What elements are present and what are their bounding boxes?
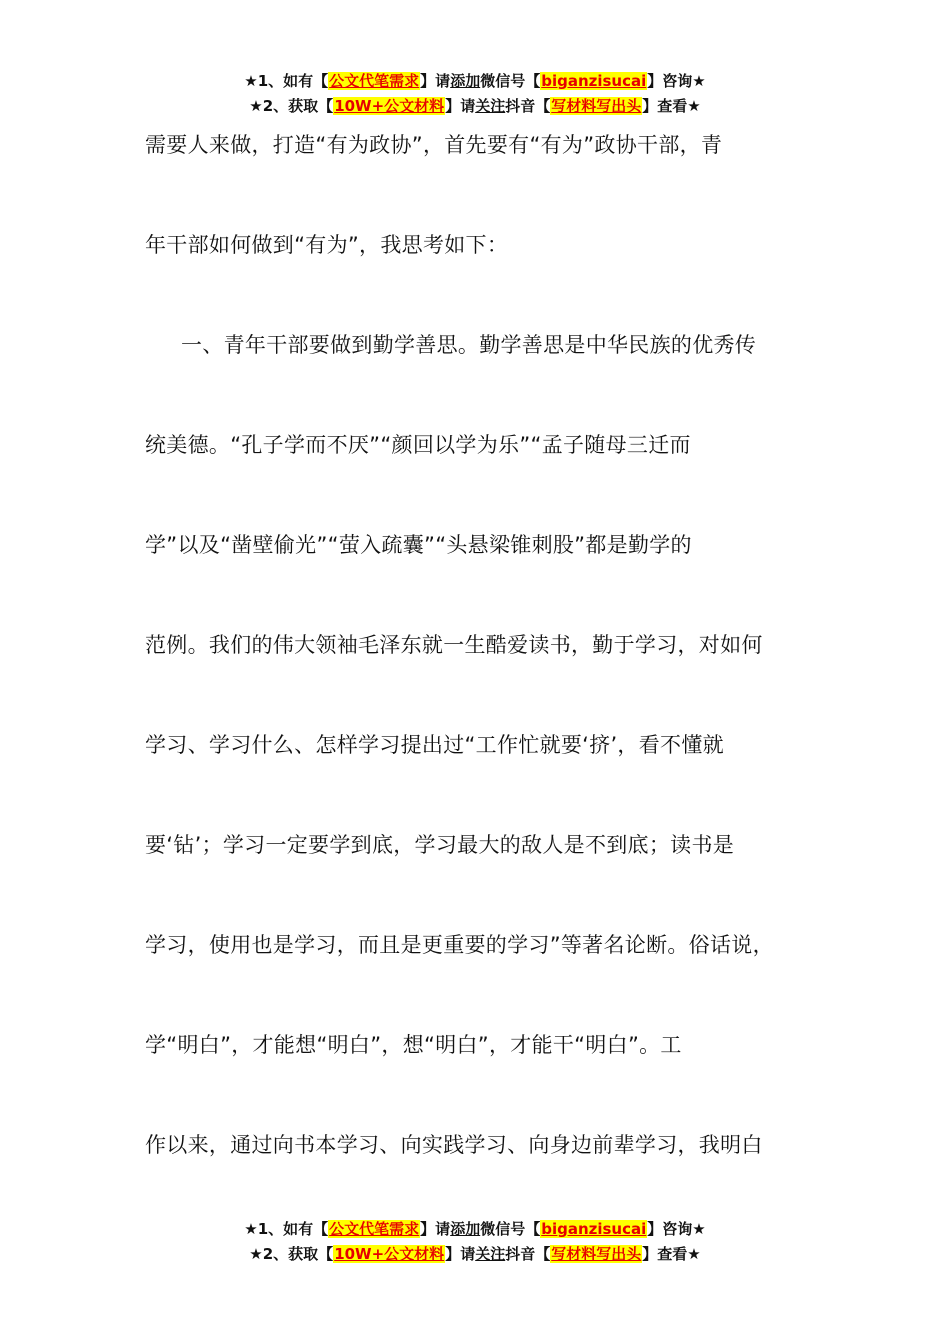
body-line: 学习、学习什么、怎样学习提出过“工作忙就要‘挤’，看不懂就 bbox=[145, 733, 724, 757]
body-line: 年干部如何做到“有为”，我思考如下： bbox=[145, 233, 509, 257]
banner-line-1: ★1、如有【公文代笔需求】请添加微信号【biganzisucai】咨询★ bbox=[244, 72, 706, 90]
highlight-douyin-account: 写材料写出头 bbox=[551, 97, 642, 115]
banner-line-2: ★2、获取【10W+公文材料】请关注抖音【写材料写出头】查看★ bbox=[249, 1245, 701, 1263]
body-line: 需要人来做，打造“有为政协”，首先要有“有为”政协干部，青 bbox=[145, 133, 723, 157]
highlight-service: 公文代笔需求 bbox=[329, 1220, 420, 1238]
footer-banner bbox=[0, 1217, 950, 1267]
section-heading-line: 一、青年干部要做到勤学善思。勤学善思是中华民族的优秀传 bbox=[181, 333, 757, 357]
body-line: 要‘钻’；学习一定要学到底，学习最大的敌人是不到底；读书是 bbox=[145, 833, 735, 857]
highlight-wechat-id: biganzisucai bbox=[541, 72, 647, 90]
highlight-materials: 10W+公文材料 bbox=[334, 1245, 445, 1263]
body-line: 作以来，通过向书本学习、向实践学习、向身边前辈学习，我明白 bbox=[145, 1133, 763, 1157]
body-line: 学”以及“凿壁偷光”“萤入疏囊”“头悬梁锥刺股”都是勤学的 bbox=[145, 533, 692, 557]
banner-line-2: ★2、获取【10W+公文材料】请关注抖音【写材料写出头】查看★ bbox=[249, 97, 701, 115]
header-banner bbox=[0, 69, 950, 119]
highlight-douyin-account: 写材料写出头 bbox=[551, 1245, 642, 1263]
highlight-materials: 10W+公文材料 bbox=[334, 97, 445, 115]
document-body bbox=[145, 120, 825, 1220]
body-line: 学习，使用也是学习，而且是更重要的学习”等著名论断。俗话说， bbox=[145, 933, 774, 957]
body-line: 范例。我们的伟大领袖毛泽东就一生酷爱读书，勤于学习，对如何 bbox=[145, 633, 763, 657]
body-line: 学“明白”，才能想“明白”，想“明白”，才能干“明白”。工 bbox=[145, 1033, 682, 1057]
highlight-service: 公文代笔需求 bbox=[329, 72, 420, 90]
highlight-wechat-id: biganzisucai bbox=[541, 1220, 647, 1238]
body-line: 统美德。“孔子学而不厌”“颜回以学为乐”“孟子随母三迁而 bbox=[145, 433, 691, 457]
banner-line-1: ★1、如有【公文代笔需求】请添加微信号【biganzisucai】咨询★ bbox=[244, 1220, 706, 1238]
